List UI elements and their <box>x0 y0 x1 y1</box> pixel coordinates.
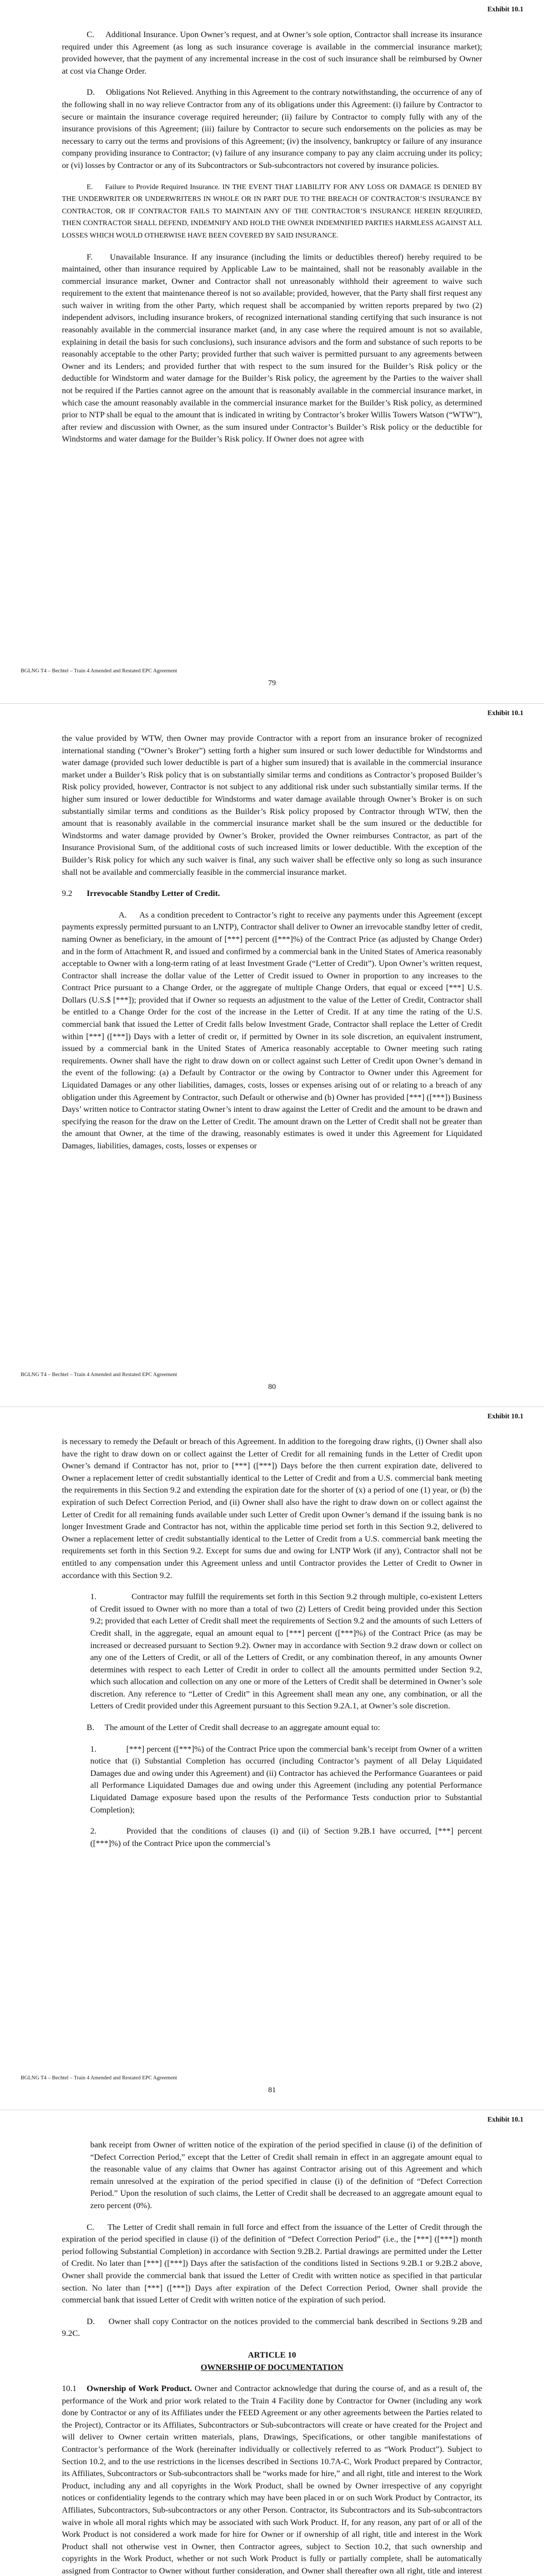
article-subtitle: OWNERSHIP OF DOCUMENTATION <box>201 2362 343 2372</box>
page-body <box>62 29 482 455</box>
page-footer: BGLNG T4 – Bechtel – Train 4 Amended and Restated EPC Agreement <box>21 2075 177 2081</box>
section-number: 9.2 <box>62 889 73 899</box>
item-text: [***] percent ([***]%) of the Contract Price upon the commercial bank’s receipt from Owner of a written notice that (i) Substantial Completion has occurred (including Contractor’s payment of all Delay Liquidated Damages due and owing under this Agreement) and (ii) Contractor has achieved the Performance Guarantees or paid all Performance Liquidated Damages due and owing under this Agreement (including any potential Performance Liquidated Damage exposure based upon the results of the Performance Tests conduction prior to Substantial Completion); <box>90 1744 482 1815</box>
page-number: 79 <box>268 679 276 687</box>
exhibit-label: Exhibit 10.1 <box>487 5 523 13</box>
paragraph-continued-wtw: the value provided by WTW, then Owner may provide Contractor with a report from an insurance broker of recognized international standing (“Owner’s Broker”) setting forth a higher sum insured or such lower deductible for Windstorms and water damage (provided such lower deductible is part of a higher sum insured) that is available in the commercial insurance market under a Builder’s Risk policy that is on substantially similar terms and conditions as Contractor’s proposed Builder’s Risk policy provided, however, Contractor is not subject to any additional risk under such substantially similar terms. If the higher sum insured or lower deductible for Windstorms and water damage available through Owner’s Broker is on such substantially similar terms and conditions as the Builder’s Risk policy proposed by Contractor through WTW, then the amount that is reasonably available in the commercial insurance market shall be the sum insured or the deductible for Windstorms and water damage provided by Owner’s Broker, provided the Owner reimburses Contractor, as part of the Insurance Provisional Sum, of the additional costs of such increased limits or lower deductible. With the exception of the Builder’s Risk policy for which any such waiver is final, any such waiver shall be effective only so long as such insurance shall not be available and commercially feasible in the commercial insurance market. <box>62 734 482 877</box>
paragraph-continued-bank-receipt: bank receipt from Owner of written notice of the expiration of the period specified in clause (i) of the definition of “Defect Correction Period,” except that the Letter of Credit shall remain in effect in an aggregate amount equal to the reasonable value of any claims that Owner has against Contractor arising out of this Agreement and which remain unresolved at the expiration of the period specified in clause (i) of the definition of “Defect Correction Period.” Upon the resolution of such claims, the Letter of Credit shall be decreased to an aggregate amount equal to zero percent (0%). <box>90 2140 482 2210</box>
section-text: Owner and Contractor acknowledge that during the course of, and as a result of, the performance of the Work and prior work related to the Train 4 Facility done by Contractor for Owner (including any work done by Contractor or any of its Affiliates under the FEED Agreement or any other agreements between the Parties related to the Project), Contractor or its Affiliates, Subcontractors or Sub-subcontractors will create or have created for the Project and will deliver to Owner certain written materials, plans, Drawings, Specifications, or other tangible manifestations of Contractor’s performance of the Work (hereinafter individually or collectively referred to as “Work Product”). Subject to Section 10.2, and to the use restrictions in the licenses described in Sections 10.7A-C, Work Product prepared by Contractor, its Affiliates, Subcontractors or Sub-subcontractors shall be “works made for hire,” and all right, title and interest to the Work Product, including any and all copyrights in the Work Product, shall be owned by Owner irrespective of any copyright notices or confidentiality legends to the contrary which may have been placed in or on such Work Product by Contractor, its Affiliates, Subcontractors, Sub-subcontractors or any other Person. Contractor, its Subcontractors and its Sub-subcontractors waive in whole all moral rights which may be associated with such Work Product. If, for any reason, any part of or all of the Work Product is not considered a work made for hire for Owner or if ownership of all right, title and interest in the Work Product shall not otherwise vest in Owner, then Contractor agrees, subject to Section 10.2, that such ownership and copyrights in the Work Product, whether or not such Work Product is fully or partially complete, shall be automatically assigned from Contractor to Owner without further consideration, and Owner shall thereafter own all right, title and interest <box>62 2384 482 2575</box>
paragraph-ownership-work-product <box>62 2383 482 2576</box>
page-body <box>62 2139 482 2576</box>
exhibit-label: Exhibit 10.1 <box>487 709 523 717</box>
section-title: Ownership of Work Product. <box>87 2384 192 2394</box>
list-item-decrease-2 <box>90 1825 482 1850</box>
section-heading-9-2 <box>62 888 482 900</box>
paragraph-letter-of-credit-a: A. As a condition precedent to Contractor’s right to receive any payments under this Agreement (except payments expressly permitted pursuant to an LNTP), Contractor shall deliver to Owner an irrevocable standby letter of credit, naming Owner as beneficiary, in the amount of [***] percent ([***]%) of the Contract Price (as adjusted by Change Order) and in the form of Attachment R, and issued and confirmed by a commercial bank in the United States of America reasonably acceptable to Owner with a long-term rating of at least Investment Grade (“Letter of Credit”). Upon Owner’s written request, Contractor shall increase the dollar value of the Letter of Credit issued to Owner in proportion to any increases to the Contract Price pursuant to a Change Order, or the aggregate of multiple Change Orders, that equal or exceed [***] U.S. Dollars (U.S.$ [***]); provided that if Owner so requests an adjustment to the value of the Letter of Credit, Contractor shall be entitled to a Change Order for the cost of the increase in the Letter of Credit. If at any time the rating of the U.S. commercial bank that issued the Letter of Credit falls below Investment Grade, Contractor shall replace the Letter of Credit within [***] ([***]) Days with a letter of credit or, if permitted by Owner in its sole discretion, an equivalent instrument, issued by a commercial bank in the United States of America reasonably acceptable to Owner meeting such rating requirements. Owner shall have the right to draw down on or collect against such Letter of Credit upon Owner’s demand in the event of the following: (a) a Default by Contractor or the owing by Contractor to Owner under this Agreement for Liquidated Damages or any other liabilities, damages, costs, losses or expenses arising out of or relating to a breach of any obligation under this Agreement by Contractor, such Default or otherwise and (b) Owner has provided [***] ([***]) Business Days’ written notice to Contractor stating Owner’s intent to draw against the Letter of Credit and the amount to be drawn and specifying the reason for the draw on the Letter of Credit. The amount drawn on the Letter of Credit shall not be greater than the amount that Owner, at the time of the drawing, reasonably estimates is owed it under this Agreement for Liquidated Damages, liabilities, damages, costs, losses or expenses or <box>62 910 482 1150</box>
paragraph-amount-decrease: B. The amount of the Letter of Credit shall decrease to an aggregate amount equal to: <box>87 1723 381 1733</box>
list-item-multiple-letters <box>90 1591 482 1713</box>
page-footer: BGLNG T4 – Bechtel – Train 4 Amended and Restated EPC Agreement <box>21 1372 177 1378</box>
section-title: Irrevocable Standby Letter of Credit. <box>87 889 220 899</box>
page-81 <box>0 1406 544 2110</box>
page-number: 81 <box>268 2086 276 2094</box>
paragraph-letter-in-force: C. The Letter of Credit shall remain in full force and effect from the issuance of the Letter of Credit through the expiration of the period specified in clause (i) of the definition of “Defect Correction Period” (i.e., the [***] ([***]) month period following Substantial Completion) in accordance with Section 9.2B.2. Partial drawings are permitted under the Letter of Credit. No later than [***] ([***]) Days after the satisfaction of the conditions listed in Sections 9.2B.1 or 9.2B.2 above, Owner shall provide the commercial bank that issued the Letter of Credit with written notice as specified in that particular section. No later than [***] ([***]) Days after expiration of the Defect Correction Period, Owner shall provide the commercial bank that issued Letter of Credit with written notice of the expiration of such period. <box>62 2222 482 2305</box>
page-number: 80 <box>268 1383 276 1391</box>
page-79 <box>0 0 544 703</box>
page-80 <box>0 703 544 1407</box>
paragraph-failure-to-provide-insurance: E. Failure to Provide Required Insurance. IN THE EVENT THAT LIABILITY FOR ANY LOSS OR DAMAGE IS DENIED BY THE UNDERWRITER OR UNDERWRITERS IN WHOLE OR IN PART DUE TO THE BREACH OF CONTRACTOR’S INSURANCE BY CONTRACTOR, OR IF CONTRACTOR FAILS TO MAINTAIN ANY OF THE CONTRACTOR’S INSURANCE HEREIN REQUIRED, THEN CONTRACTOR SHALL DEFEND, INDEMNIFY AND HOLD THE OWNER INDEMNIFIED PARTIES HARMLESS AGAINST ALL LOSSES WHICH WOULD OTHERWISE HAVE BEEN COVERED BY SAID INSURANCE. <box>62 183 482 240</box>
paragraph-additional-insurance: C. Additional Insurance. Upon Owner’s request, and at Owner’s sole option, Contractor shall increase its insurance required under this Agreement (as long as such insurance coverage is available in the commercial insurance market); provided however, that the payment of any incremental increase in the cost of such insurance shall be reimbursed by Owner at cost via Change Order. <box>62 30 482 76</box>
page-footer: BGLNG T4 – Bechtel – Train 4 Amended and Restated EPC Agreement <box>21 668 177 674</box>
item-number: 2. <box>90 1826 97 1836</box>
item-text: Provided that the conditions of clauses (i) and (ii) of Section 9.2B.1 have occurred, [***] percent ([***]%) of the Contract Price upon the commercial’s <box>90 1826 482 1848</box>
page-82 <box>0 2110 544 2576</box>
exhibit-label: Exhibit 10.1 <box>487 2115 523 2123</box>
paragraph-continued-draw-rights: is necessary to remedy the Default or breach of this Agreement. In addition to the foregoing draw rights, (i) Owner shall also have the right to draw down on or collect against the Letter of Credit for all remaining funds in the Letter of Credit upon Owner’s demand if Contractor has not, prior to [***] ([***]) Days before the then current expiration date, delivered to Owner a replacement letter of credit substantially identical to the Letter of Credit and from a U.S. commercial bank meeting the requirements in this Section 9.2 and extending the expiration date for the shorter of (x) a period of one (1) year, or (b) the expiration of such Defect Correction Period, and (ii) Owner shall also have the right to draw down on or collect against the Letter of Credit for all remaining funds available under such Letter of Credit upon Owner’s demand if the issuing bank is no longer Investment Grade and Contractor has not, within the applicable time period set forth in this Section 9.2, delivered to Owner a replacement letter of credit substantially identical to the Letter of Credit from a U.S. commercial bank meeting the requirements set forth in this Section 9.2. Except for sums due and owing for LNTP Work (if any), Contractor shall not be entitled to any compensation under this Agreement unless and until Contractor provides the Letter of Credit to Owner in accordance with this Section 9.2. <box>62 1437 482 1580</box>
item-text: Contractor may fulfill the requirements set forth in this Section 9.2 through multiple, co-existent Letters of Credit issued to Owner with no more than a total of two (2) Letters of Credit being provided under this Section 9.2; provided that each Letter of Credit shall meet the requirements of Section 9.2 and the amounts of such Letters of Credit shall, in the aggregate, equal an amount equal to [***] percent ([***]%) of the Contract Price (as may be increased or decreased pursuant to Section 9.2). Owner may in accordance with Section 9.2 draw down or collect on any one of the Letters of Credit, or all of the Letters of Credit, or any combination thereof, in any amounts Owner determines with respect to each Letter of Credit in order to collect all the amounts permitted under Section 9.2, which such allocation and collection on any one or more of the Letters of Credit shall be determined in Owner’s sole discretion. Any reference to “Letter of Credit” in this Agreement shall mean any one, any combination, or all the Letters of Credit provided under this Agreement pursuant to this Section 9.2A.1, at Owner’s sole discretion. <box>90 1592 482 1711</box>
item-number: 1. <box>90 1592 97 1602</box>
paragraph-unavailable-insurance: F. Unavailable Insurance. If any insurance (including the limits or deductibles thereof) hereby required to be maintained, other than insurance required by Applicable Law to be maintained, shall not be reasonably available in the commercial insurance market, Owner and Contractor shall not unreasonably withhold their agreement to waive such requirement to the extent that maintenance thereof is not so available; provided, however, that the Party shall first request any such waiver in writing from the other Party, which request shall be accompanied by written reports prepared by two (2) independent advisors, including insurance brokers, of recognized international standing certifying that such insurance is not reasonably available in the commercial insurance market (and, in any case where the required amount is not so available, explaining in detail the basis for such conclusions), such insurance advisors and the form and substance of such reports to be reasonably acceptable to the other Party; provided further that such waiver is permitted pursuant to any agreements between Owner and its Lenders; and provided further that with respect to the sum insured for the Builder’s Risk policy or the deductible for Windstorm and water damage for the Builder’s Risk policy, the agreement by the Parties to the waiver shall not be required if the Parties cannot agree on the amount that is reasonably available in the commercial insurance market, in which case the amount reasonably available in the commercial insurance market for the Builder’s Risk policy, as determined prior to NTP shall be equal to the amount that is indicated in writing by Contractor’s broker Willis Towers Watson (“WTW”), after review and discussion with Owner, as the sum insured under Contractor’s Builder’s Risk policy or the deductible for Windstorms and water damage for the Builder’s Risk policy. If Owner does not agree with <box>62 252 482 444</box>
list-item-decrease-1 <box>90 1743 482 1817</box>
section-number: 10.1 <box>62 2384 77 2394</box>
paragraph-copy-notices: D. Owner shall copy Contractor on the notices provided to the commercial bank described in Sections 9.2B and 9.2C. <box>62 2316 482 2338</box>
page-body <box>62 733 482 1162</box>
article-title: ARTICLE 10 <box>248 2350 296 2360</box>
item-number: 1. <box>90 1744 97 1754</box>
paragraph-obligations-not-relieved: D. Obligations Not Relieved. Anything in this Agreement to the contrary notwithstanding, the occurrence of any of the following shall in no way relieve Contractor from any of its obligations under this Agreement: (i) failure by Contractor to secure or maintain the insurance coverage required hereunder; (ii) failure by Contractor to comply fully with any of the insurance provisions of this Agreement; (iii) failure by Contractor to secure such endorsements on the policies as may be necessary to carry out the terms and provisions of this Agreement; (iv) the insolvency, bankruptcy or failure of any insurance company providing insurance to Contractor; (v) failure of any insurance company to pay any claim accruing under its policy; or (vi) losses by Contractor or any of its Subcontractors or Sub-subcontractors not covered by insurance policies. <box>62 88 482 170</box>
page-body <box>62 1436 482 1859</box>
exhibit-label: Exhibit 10.1 <box>487 1412 523 1420</box>
